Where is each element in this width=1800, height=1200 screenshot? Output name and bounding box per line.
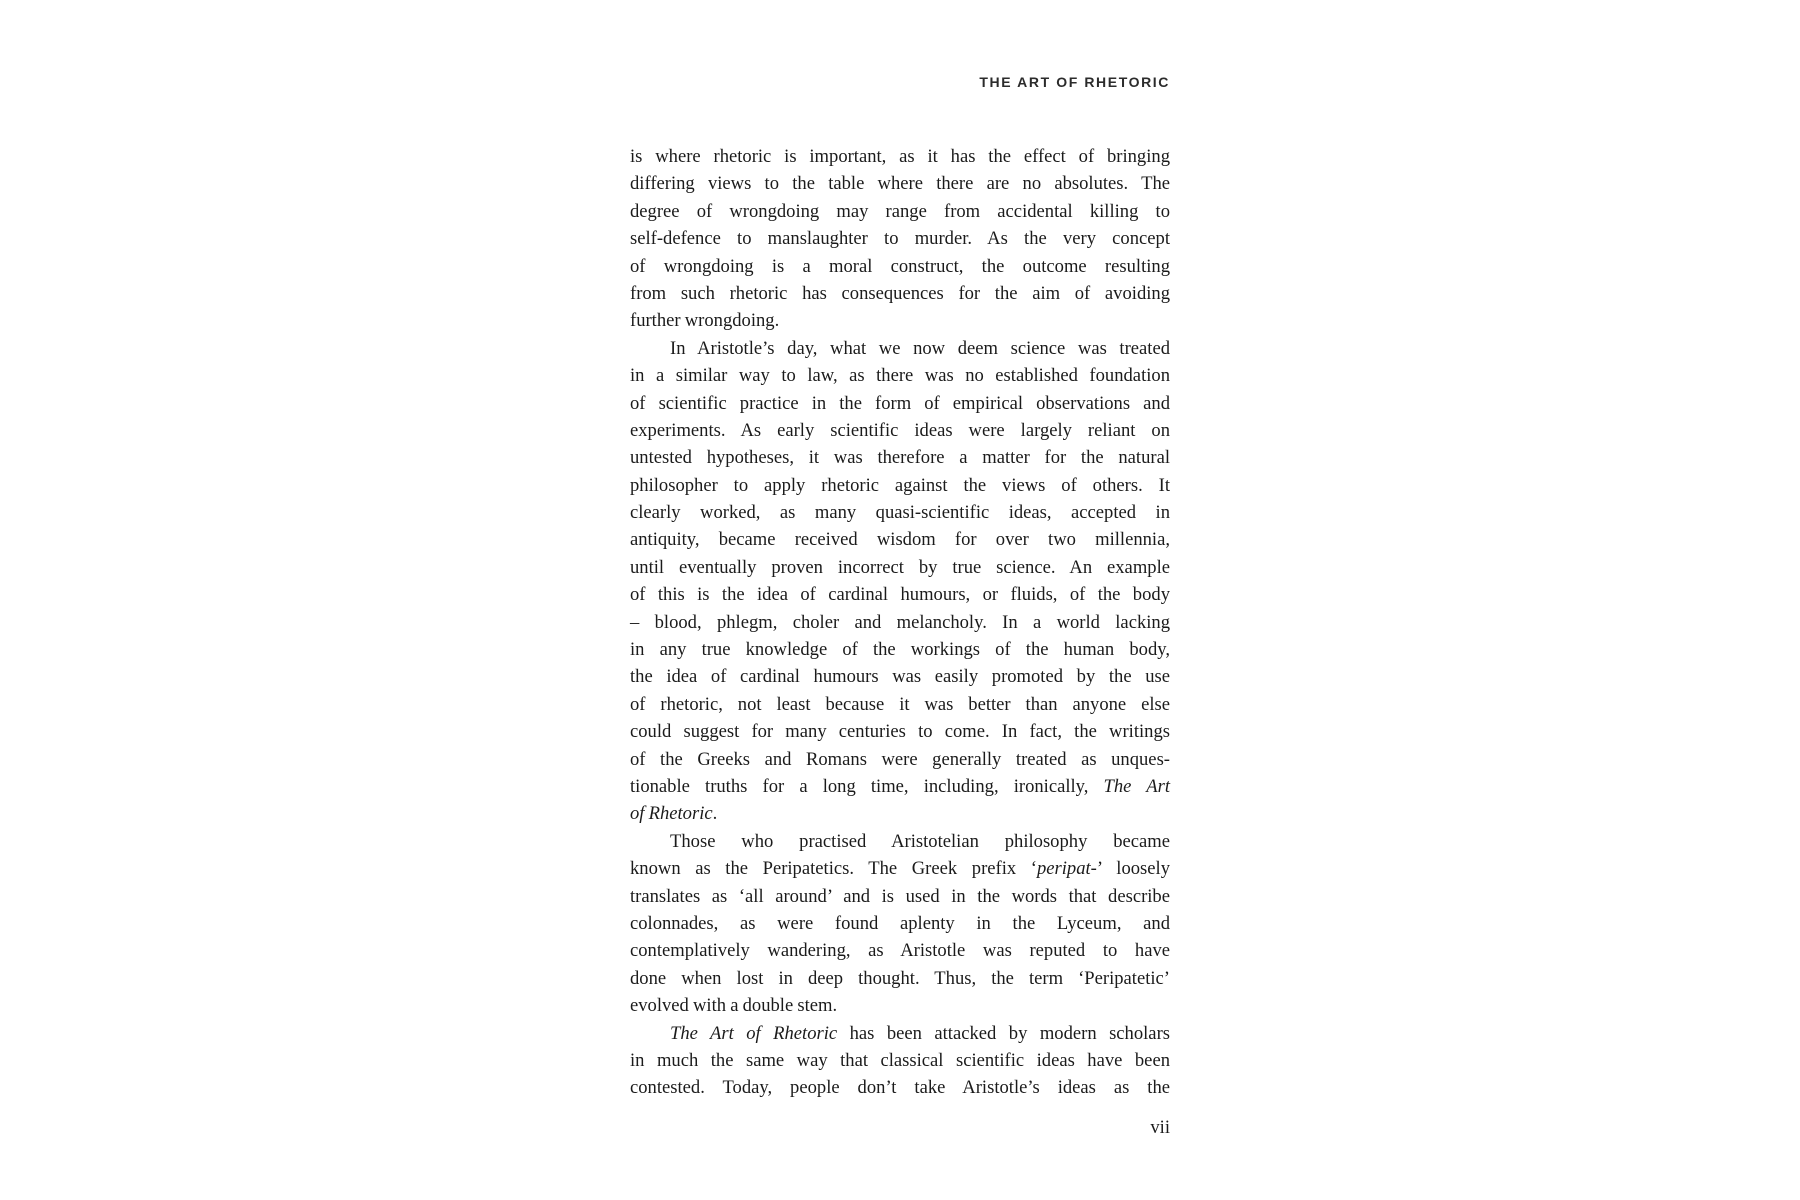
text-run: has been attacked by modern scholars — [837, 1022, 1170, 1044]
text-run: in much the same way that classical scientific ideas have been — [630, 1049, 1170, 1071]
text-line — [630, 1074, 1170, 1101]
text-line — [630, 746, 1170, 773]
text-run: untested hypotheses, it was therefore a matter for the natural — [630, 447, 1170, 469]
text-line — [630, 718, 1170, 745]
text-line — [630, 910, 1170, 937]
text-run: – blood, phlegm, choler and melancholy. In a world lacking — [630, 611, 1170, 633]
text-run: of wrongdoing is a moral construct, the outcome resulting — [630, 255, 1170, 277]
text-line — [630, 170, 1170, 197]
text-run: further wrongdoing. — [630, 310, 780, 332]
text-line — [630, 883, 1170, 910]
text-line — [630, 390, 1170, 417]
text-run: philosopher to apply rhetoric against the views of others. It — [630, 474, 1170, 496]
text-line — [630, 526, 1170, 553]
text-run: until eventually proven incorrect by true science. An example — [630, 556, 1170, 578]
text-line — [630, 280, 1170, 307]
text-run: degree of wrongdoing may range from accidental killing to — [630, 200, 1170, 222]
italic-run: The Art — [1103, 775, 1170, 797]
text-line — [630, 1047, 1170, 1074]
text-line — [630, 609, 1170, 636]
text-run: differing views to the table where there are no absolutes. The — [630, 173, 1170, 195]
text-line — [630, 472, 1170, 499]
text-line — [630, 636, 1170, 663]
text-run: the idea of cardinal humours was easily promoted by the use — [630, 666, 1170, 688]
text-line — [630, 855, 1170, 882]
text-line — [630, 663, 1170, 690]
text-line — [630, 691, 1170, 718]
text-run: self-defence to manslaughter to murder. As the very concept — [630, 228, 1170, 250]
text-run: tionable truths for a long time, including, ironically, — [630, 775, 1104, 797]
text-run: contemplatively wandering, as Aristotle was reputed to have — [630, 940, 1170, 962]
text-run: in any true knowledge of the workings of the human body, — [630, 639, 1170, 661]
text-line — [630, 1020, 1170, 1047]
text-line — [630, 800, 1170, 827]
text-run: antiquity, became received wisdom for over two millennia, — [630, 529, 1170, 551]
text-run: In Aristotle’s day, what we now deem science was treated — [670, 337, 1170, 359]
text-run: colonnades, as were found aplenty in the Lyceum, and — [630, 912, 1170, 934]
text-run: of rhetoric, not least because it was better than anyone else — [630, 693, 1170, 715]
text-line — [630, 581, 1170, 608]
text-line — [630, 143, 1170, 170]
text-run: . — [712, 803, 718, 825]
text-run: in a similar way to law, as there was no established foundation — [630, 365, 1170, 387]
text-line — [630, 828, 1170, 855]
text-run: contested. Today, people don’t take Aristotle’s ideas as the — [630, 1077, 1170, 1099]
text-run: of scientific practice in the form of empirical observations and — [630, 392, 1170, 414]
text-line — [630, 362, 1170, 389]
italic-run: of Rhetoric — [630, 803, 713, 825]
running-header: THE ART OF RHETORIC — [979, 74, 1170, 90]
italic-run: peripat- — [1036, 858, 1097, 880]
text-run: translates as ‘all around’ and is used in the words that describe — [630, 885, 1170, 907]
text-run: could suggest for many centuries to come. In fact, the writings — [630, 721, 1170, 743]
text-line — [630, 554, 1170, 581]
text-line — [630, 499, 1170, 526]
text-run: ’ loosely — [1096, 858, 1170, 880]
text-line — [630, 307, 1170, 334]
text-run: clearly worked, as many quasi-scientific ideas, accepted in — [630, 502, 1170, 524]
text-run: done when lost in deep thought. Thus, the term ‘Peripatetic’ — [630, 967, 1170, 989]
text-line — [630, 335, 1170, 362]
text-line — [630, 253, 1170, 280]
text-line — [630, 965, 1170, 992]
text-run: known as the Peripatetics. The Greek prefix ‘ — [630, 858, 1037, 880]
text-line — [630, 773, 1170, 800]
text-line — [630, 198, 1170, 225]
text-line — [630, 992, 1170, 1019]
text-run: evolved with a double stem. — [630, 995, 838, 1017]
text-run: of the Greeks and Romans were generally treated as unques- — [630, 748, 1170, 770]
text-run: is where rhetoric is important, as it has the effect of bringing — [630, 146, 1170, 167]
text-line — [630, 225, 1170, 252]
page-number: vii — [1150, 1117, 1170, 1138]
text-run: from such rhetoric has consequences for the aim of avoiding — [630, 282, 1170, 304]
text-run: experiments. As early scientific ideas were largely reliant on — [630, 419, 1170, 441]
text-run: of this is the idea of cardinal humours, or fluids, of the body — [630, 584, 1170, 606]
text-line — [630, 444, 1170, 471]
text-line — [630, 417, 1170, 444]
text-run: Those who practised Aristotelian philosophy became — [670, 830, 1170, 852]
italic-run: The Art of Rhetoric — [670, 1022, 838, 1044]
text-line — [630, 937, 1170, 964]
body-text — [630, 143, 1170, 1102]
